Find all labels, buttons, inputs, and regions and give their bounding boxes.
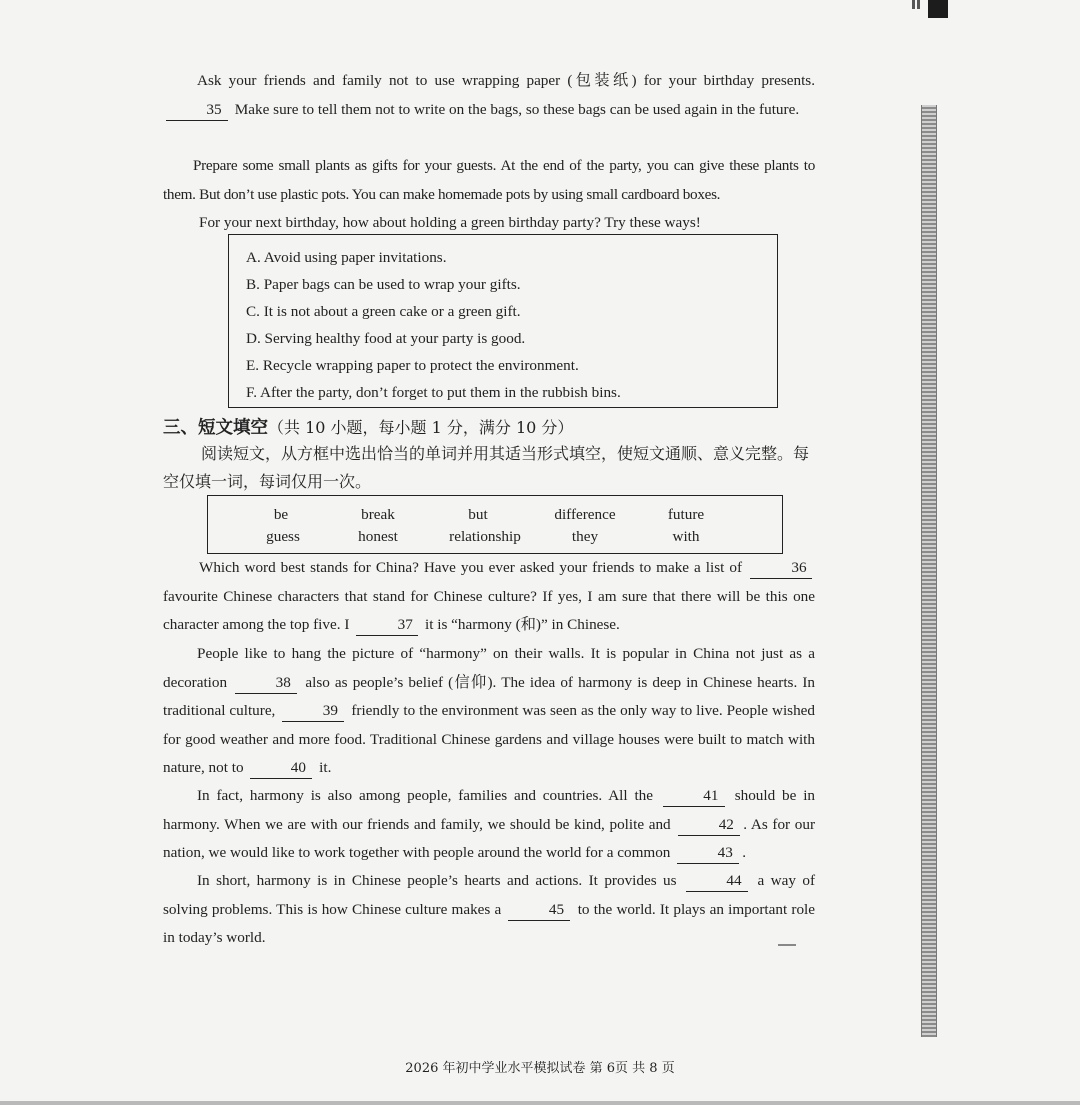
word-bank-item: relationship — [449, 528, 521, 545]
paragraph-text: favourite Chinese characters that stand for Chinese culture? If yes, I am sure that there will be this one character among the top five. I — [163, 587, 815, 633]
blank-42: 42 — [678, 815, 740, 836]
paragraph-text: a way of solving problems. This is how Chinese culture makes a — [163, 872, 816, 918]
option-b: B. Paper bags can be used to wrap your gifts. — [246, 276, 521, 293]
paragraph-text: friendly to the environment was seen as the only way to live. People wished for good weather and more food. Traditional Chinese gardens and village houses were built to match with nature, not to — [163, 702, 816, 776]
paragraph-text: Prepare some small plants as gifts for your guests. At the end of the party, you can give these plants to them. But don’t use plastic pots. You can make homemade pots by using small cardboard boxes. — [163, 157, 815, 203]
cloze-paragraph-4 — [163, 867, 815, 953]
paragraph-text: it is “harmony (和)” in Chinese. — [424, 616, 620, 633]
paragraph-text: to the world. It plays an important role in today’s world. — [163, 900, 816, 946]
word-bank-item: difference — [554, 506, 616, 523]
stray-dash-mark — [778, 944, 796, 946]
binding-edge-strip — [921, 105, 937, 1037]
paragraph-text: Which word best stands for China? Have you ever asked your friends to make a list of — [199, 559, 742, 576]
section-title-text: 三、短文填空 — [163, 418, 268, 438]
paragraph-text: For your next birthday, how about holding a green birthday party? Try these ways! — [199, 214, 701, 231]
blank-40: 40 — [250, 758, 312, 779]
cloze-paragraph-3 — [163, 782, 815, 868]
word-bank-item: break — [361, 506, 395, 523]
paragraph-text: Make sure to tell them not to write on the bags, so these bags can be used again in the future. — [234, 100, 800, 118]
paragraph-plants — [163, 152, 815, 209]
paragraph-text: it. — [319, 759, 332, 776]
option-c: C. It is not about a green cake or a green gift. — [246, 303, 521, 320]
blank-45: 45 — [508, 900, 570, 921]
paragraph-text: People like to hang the picture of “harmony” on their walls. It is popular in China not just as a decoration — [163, 645, 815, 691]
section-instruction: 阅读短文，从方框中选出恰当的单词并用其适当形式填空，使短文通顺、意义完整。每空仅填一词，每词仅用一次。 — [163, 444, 810, 491]
word-bank-item: future — [667, 506, 705, 523]
bottom-edge — [0, 1101, 1080, 1105]
blank-35: 35 — [166, 100, 228, 121]
word-bank-item: but — [468, 506, 488, 523]
blank-43: 43 — [677, 843, 739, 864]
paragraph-35 — [163, 67, 815, 124]
page-footer: 2026 年初中学业水平模拟试卷 第 6页 共 8 页 — [405, 1061, 675, 1076]
section-title — [163, 414, 573, 439]
option-f: F. After the party, don’t forget to put them in the rubbish bins. — [246, 384, 621, 401]
word-bank-item: with — [672, 528, 700, 545]
word-bank-item: honest — [358, 528, 398, 545]
paragraph-text: In short, harmony is in Chinese people’s hearts and actions. It provides us — [197, 872, 677, 889]
blank-39: 39 — [282, 701, 344, 722]
corner-tick-mark — [917, 0, 920, 9]
corner-registration-mark — [928, 0, 948, 18]
blank-36: 36 — [750, 558, 812, 579]
blank-41: 41 — [663, 786, 725, 807]
cloze-paragraph-1 — [163, 554, 815, 640]
corner-tick-mark — [912, 0, 915, 9]
word-bank-item: they — [571, 528, 599, 545]
option-e: E. Recycle wrapping paper to protect the environment. — [246, 357, 579, 374]
paragraph-text: . — [742, 844, 746, 861]
word-bank-box — [207, 495, 783, 554]
paragraph-text: should be in harmony. When we are with our friends and family, we should be kind, polite and — [163, 787, 816, 833]
paragraph-text: . As for our nation, we would like to work together with people around the world for a common — [163, 815, 816, 861]
paragraph-text: In fact, harmony is also among people, families and countries. All the — [197, 787, 654, 804]
paragraph-text: Ask your friends and family not to use wrapping paper (包装纸) for your birthday presents. — [197, 72, 815, 89]
blank-37: 37 — [356, 615, 418, 636]
section-note: （共 10 小题，每小题 1 分，满分 10 分） — [268, 418, 574, 437]
paragraph-text: also as people’s belief (信仰). The idea of harmony is deep in Chinese hearts. In traditional culture, — [163, 673, 816, 719]
option-d: D. Serving healthy food at your party is good. — [246, 330, 526, 347]
word-bank-item: be — [273, 506, 289, 523]
cloze-paragraph-2 — [163, 640, 815, 783]
blank-44: 44 — [686, 871, 748, 892]
word-bank-item: guess — [266, 528, 300, 545]
options-box — [228, 234, 778, 408]
blank-38: 38 — [235, 673, 297, 694]
option-a: A. Avoid using paper invitations. — [246, 249, 447, 266]
